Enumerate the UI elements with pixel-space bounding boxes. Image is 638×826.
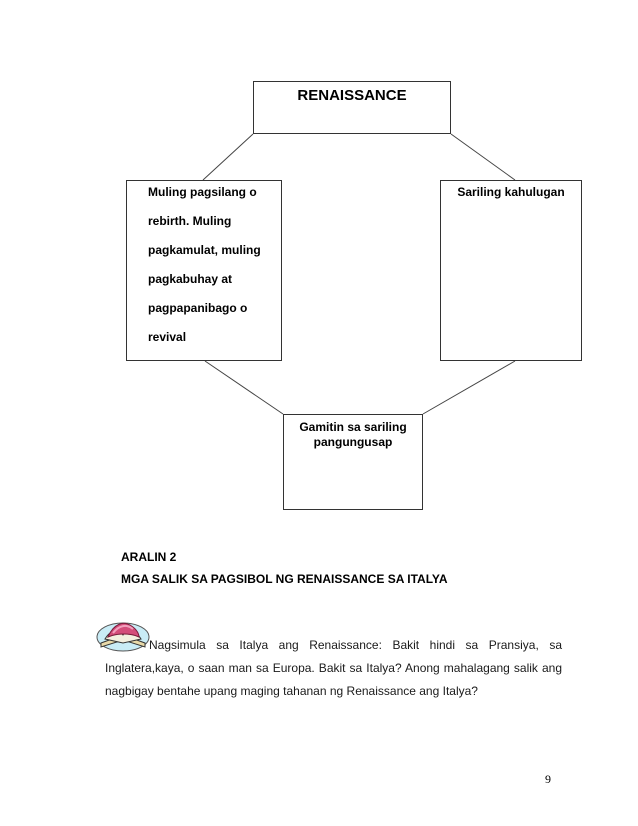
connector-title-left	[203, 134, 253, 180]
definition-box	[126, 180, 282, 361]
connector-title-right	[451, 134, 515, 180]
page-number: 9	[545, 772, 551, 786]
lesson-paragraph: Nagsimula sa Italya ang Renaissance: Bakit hindi sa Pransiya, sa Inglatera,kaya, o saan man sa Europa. Bakit sa Italya? Anong mahalagang salik ang nagbigay bentahe upang maging tahanan ng Renaissance ang Italya?	[105, 638, 562, 698]
connector-left-bottom	[205, 361, 283, 414]
definition-line: pagkabuhay at	[148, 272, 233, 286]
own-meaning-label: Sariling kahulugan	[457, 185, 565, 199]
diagram-title: RENAISSANCE	[297, 87, 407, 104]
definition-line: rebirth. Muling	[148, 214, 232, 228]
lesson-number: ARALIN 2	[121, 550, 177, 564]
definition-line: pagkamulat, muling	[148, 243, 261, 257]
renaissance-title-box	[253, 81, 451, 134]
definition-line: revival	[148, 330, 187, 344]
sentence-box	[283, 414, 423, 510]
own-meaning-box	[440, 180, 582, 361]
definition-line: pagpapanibago o	[148, 301, 248, 315]
lesson-heading: MGA SALIK SA PAGSIBOL NG RENAISSANCE SA ITALYA	[121, 572, 448, 586]
connector-right-bottom	[423, 361, 515, 414]
definition-line: Muling pagsilang o	[148, 185, 257, 199]
sentence-label: Gamitin sa sariling pangungusap	[299, 420, 407, 449]
